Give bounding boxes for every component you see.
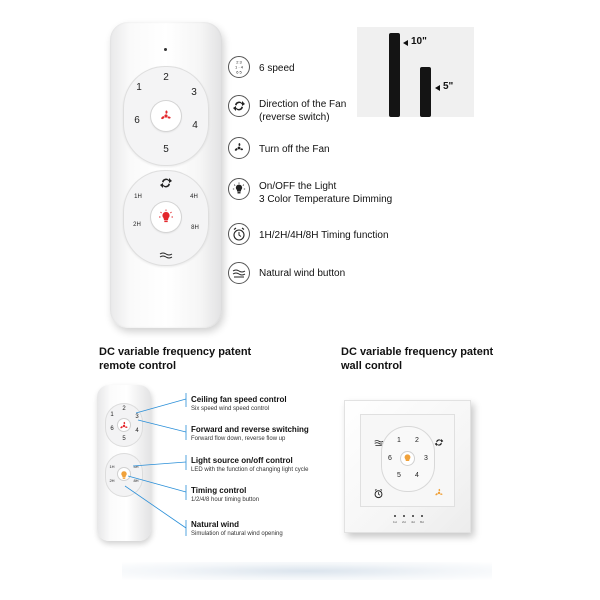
speed-6-button[interactable]: 6 [134,115,140,126]
speed-5-button[interactable]: 5 [122,436,126,442]
speed-1-button[interactable]: 1 [397,437,401,444]
svg-text:2 3: 2 3 [236,59,242,65]
feature-text: Turn off the Fan [259,144,330,155]
svg-text:1 · 4: 1 · 4 [234,64,244,70]
callout-wind-desc: Simulation of natural wind opening [191,531,283,537]
feature-text: 3 Color Temperature Dimming [259,194,393,205]
feature-text: Direction of the Fan [259,99,347,110]
callout-timer-title: Timing control [191,486,247,495]
timer-8h-button[interactable]: 8H [133,478,139,483]
timer-label-4h: 4H [411,520,415,524]
wall-control-keypad [360,414,455,507]
timer-indicator-1h [394,515,396,517]
speed-5-button[interactable]: 5 [163,144,169,155]
wall-control-panel [344,400,471,533]
reverse-icon [434,438,444,447]
speed-4-button[interactable]: 4 [415,472,419,479]
speed-6-button[interactable]: 6 [388,455,392,462]
speed-5-button[interactable]: 5 [397,472,401,479]
speed-3-button[interactable]: 3 [191,87,197,98]
speed-2-button[interactable]: 2 [122,406,126,412]
callout-wind-title: Natural wind [191,520,240,529]
speed-1-button[interactable]: 1 [136,82,142,93]
floor-reflection [122,562,492,580]
downrod-long-label: 10" [411,36,427,47]
timer-label-1h: 1H [393,520,397,524]
fan-off-button[interactable] [433,486,445,504]
timer-indicator-4h [412,515,414,517]
feature-text: (reverse switch) [259,112,330,123]
speed-2-button[interactable]: 2 [163,72,169,83]
timer-indicator-2h [403,515,405,517]
timer-button[interactable] [373,486,384,504]
fan-icon [433,487,445,499]
feature-text: 6 speed [259,63,295,74]
light-button[interactable] [401,452,414,465]
speed-4-button[interactable]: 4 [135,428,139,434]
heading-line: DC variable frequency patent [341,346,494,358]
speed-6-button[interactable]: 6 [110,426,114,432]
reverse-button[interactable] [434,434,444,452]
alarm-clock-icon [373,488,384,499]
callout-timer-desc: 1/2/4/8 hour timing button [191,497,260,503]
timer-1h-button[interactable]: 1H [134,194,142,200]
speed-ring [381,426,435,492]
speed-4-button[interactable]: 4 [192,120,198,131]
heading-line: DC variable frequency patent [99,346,252,358]
callout-light-desc: LED with the function of changing light cycle [191,467,309,473]
downrod-short-label: 5" [443,81,454,92]
timer-2h-button[interactable]: 2H [133,222,141,228]
speed-1-button[interactable]: 1 [110,412,114,418]
heading-line: wall control [341,360,403,372]
callout-reverse-title: Forward and reverse switching [191,425,309,434]
timer-1h-button[interactable]: 1H [109,464,115,469]
callout-speed-desc: Six speed wind speed control [191,406,270,412]
feature-text: On/OFF the Light [259,181,337,192]
heading-line: remote control [99,360,177,372]
timer-label-8h: 8H [420,520,424,524]
timer-label-2h: 2H [402,520,406,524]
callout-reverse-desc: Forward flow down, reverse flow up [191,436,286,442]
speed-2-button[interactable]: 2 [415,437,419,444]
timer-4h-button[interactable]: 4H [190,194,198,200]
feature-text: 1H/2H/4H/8H Timing function [259,230,389,241]
speed-3-button[interactable]: 3 [424,455,428,462]
callout-light-title: Light source on/off control [191,456,293,465]
timer-indicator-8h [421,515,423,517]
bulb-icon [401,452,414,465]
feature-text: Natural wind button [259,268,346,279]
timer-2h-button[interactable]: 2H [109,478,115,483]
svg-text:6 5: 6 5 [236,69,242,75]
callout-speed-title: Ceiling fan speed control [191,395,287,404]
timer-4h-button[interactable]: 4H [133,464,139,469]
timer-8h-button[interactable]: 8H [191,225,199,231]
speed-3-button[interactable]: 3 [135,414,139,420]
